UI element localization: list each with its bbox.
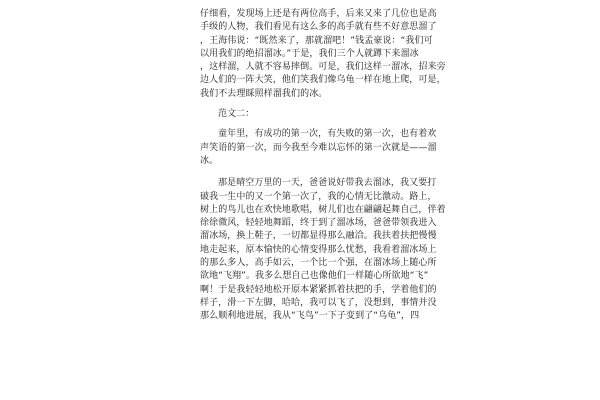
text-line: 样子，滑一下左脚，哈哈，我可以飞了，没想到，事情并没: [200, 297, 437, 308]
text-line: 仔细看，发现场上还是有两位高手，后来又来了几位也是高: [200, 9, 437, 19]
text-line: 声笑语的第一次，而今我至今难以忘怀的第一次就是——溜: [200, 142, 437, 153]
paragraph-1: [200, 8, 446, 101]
text-line: 啊！于是我轻轻地松开原本紧紧抓着扶把的手，学着他们的: [200, 284, 437, 295]
text-line: 边人们的一阵大笑，他们笑我们像乌龟一样在地上爬，可是，: [200, 75, 446, 86]
text-line: 破我一生中的又一个第一次了，我的心情无比激动。路上，: [200, 191, 437, 202]
text-line: 以用我们的绝招溜冰。”于是，我们三个人就蹲下来溜冰: [200, 48, 419, 59]
paragraph-2: [200, 128, 437, 168]
section-heading: 范文二：: [218, 109, 255, 120]
text-line: 欲地“飞翔”。我多么想自己也像他们一样随心所欲地“飞”: [200, 271, 429, 282]
text-line: 溜冰场，换上鞋子，一切都显得那么融洽。我扶着扶把慢慢: [200, 231, 437, 242]
text-line: ，这样溜，人就不容易摔倒。可是，我们这样一溜冰，招来旁: [200, 62, 446, 73]
text-line: 那么顺利地进展，我从“飞鸟”一下子变到了“乌龟”，四: [200, 311, 420, 322]
essay-text-column: [200, 8, 446, 324]
text-line: 树上的鸟儿也在欢快地歌唱，树儿们也在翩翩起舞自己，伴着: [200, 204, 446, 215]
text-line: 徐徐微风，轻轻地舞蹈，终于到了溜冰场，爸爸带领我进入: [200, 218, 437, 229]
text-line: 童年里，有成功的第一次，有失败的第一次，也有着欢: [218, 129, 437, 140]
text-line: 冰。: [200, 155, 219, 166]
text-line: 手级的人物，我们看见有这么多的高手就有些不好意思溜了: [200, 22, 437, 33]
text-line: 那是晴空万里的一天，爸爸说好带我去溜冰，我又要打: [218, 178, 437, 189]
text-line: 的那么多人，高手如云，一个比一个强，在溜冰场上随心所: [200, 258, 437, 269]
text-line: 地走起来，原本愉快的心情变得那么忧愁，我看着溜冰场上: [200, 244, 437, 255]
paragraph-3: [200, 177, 446, 323]
text-line: ，王海伟说：“既然来了，那就溜吧！”钱孟豪说：“我们可: [200, 35, 433, 46]
text-line: 我们不去理睬照样溜我们的冰。: [200, 88, 328, 99]
